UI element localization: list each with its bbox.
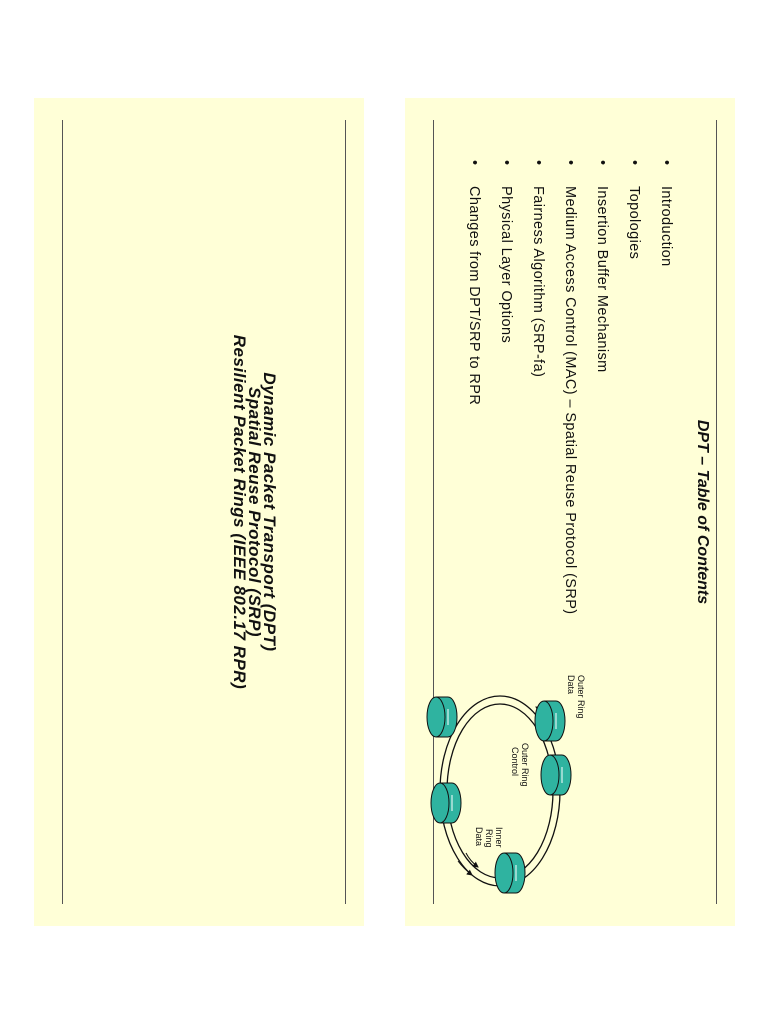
label-outer-ring-control-2: Control xyxy=(510,747,520,777)
srp-ring-diagram xyxy=(420,663,590,913)
toc-item xyxy=(522,160,554,615)
toc-item xyxy=(618,160,650,615)
toc-item-label: Topologies xyxy=(626,186,642,260)
label-inner-ring-data-1: Inner xyxy=(494,827,504,848)
router-icon xyxy=(495,853,525,893)
toc-title: DPT – Table of Contents xyxy=(694,419,711,605)
toc-item xyxy=(458,160,490,615)
router-icon xyxy=(541,755,571,795)
toc-item-label: Introduction xyxy=(658,186,674,267)
toc-item-label: Medium Access Control (MAC) – Spatial Reuse Protocol (SRP) xyxy=(562,186,578,615)
title-line-2: Spatial Reuse Protocol (SRP) xyxy=(245,386,264,638)
toc-item xyxy=(490,160,522,615)
slide-title xyxy=(232,120,277,904)
router-icon xyxy=(535,701,565,741)
label-outer-ring-data-2: Data xyxy=(566,675,576,695)
label-inner-ring-data-3: Data xyxy=(474,827,484,847)
router-icon xyxy=(427,697,457,737)
bullet-icon: • xyxy=(594,160,610,166)
router-icon xyxy=(431,783,461,823)
toc-item-label: Fairness Algorithm (SRP-fa) xyxy=(530,186,546,378)
toc-item xyxy=(586,160,618,615)
toc-item-label: Insertion Buffer Mechanism xyxy=(594,186,610,373)
title-slide-content xyxy=(49,120,349,904)
bullet-icon: • xyxy=(530,160,546,166)
label-outer-ring-control-1: Outer Ring xyxy=(520,743,530,787)
toc-slide-content xyxy=(420,120,720,904)
title-slide xyxy=(34,98,364,926)
bullet-icon: • xyxy=(498,160,514,166)
title-line-1: Dynamic Packet Transport (DPT) xyxy=(260,372,279,652)
label-inner-ring-data-2: Ring xyxy=(484,829,494,848)
bullet-icon: • xyxy=(658,160,674,166)
bullet-icon: • xyxy=(626,160,642,166)
toc-item-label: Physical Layer Options xyxy=(498,186,514,344)
label-outer-ring-data-1: Outer Ring xyxy=(576,675,586,719)
title-line-3: Resilient Packet Rings (IEEE 802.17 RPR) xyxy=(230,334,249,690)
toc-item xyxy=(554,160,586,615)
toc-item xyxy=(650,160,682,615)
toc-item-label: Changes from DPT/SRP to RPR xyxy=(466,186,482,406)
toc-slide xyxy=(405,98,735,926)
toc-list xyxy=(458,160,682,615)
bullet-icon: • xyxy=(562,160,578,166)
bullet-icon: • xyxy=(466,160,482,166)
